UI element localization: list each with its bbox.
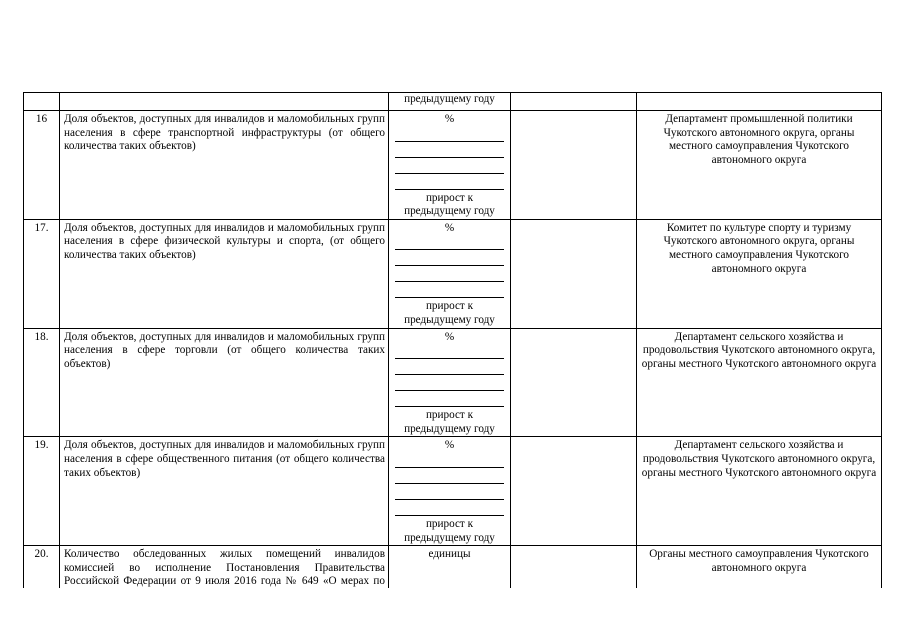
unit-growth: прирост к предыдущему году bbox=[404, 191, 495, 218]
fill-line bbox=[395, 486, 504, 500]
row-number bbox=[24, 93, 60, 111]
unit-cell bbox=[389, 328, 511, 437]
unit-cell bbox=[389, 111, 511, 220]
unit-growth: прирост к предыдущему году bbox=[404, 409, 495, 435]
fill-line bbox=[395, 453, 504, 468]
row-number: 17. bbox=[24, 219, 60, 328]
responsible-text: Органы местного самоуправления Чукотского автономного округа bbox=[637, 546, 882, 616]
indicator-text: Доля объектов, доступных для инвалидов и маломобильных групп населения в сфере физической культуры и спорта, (от общего количества таких объектов) bbox=[60, 219, 389, 328]
fill-line bbox=[395, 160, 504, 174]
table-row bbox=[24, 93, 882, 111]
unit-cell bbox=[389, 437, 511, 546]
fill-line bbox=[395, 252, 504, 266]
fill-line bbox=[395, 284, 504, 298]
row-number: 19. bbox=[24, 437, 60, 546]
unit-growth: прирост к предыдущему году bbox=[404, 300, 495, 326]
fill-line bbox=[395, 127, 504, 142]
table-row bbox=[24, 328, 882, 437]
value-cell bbox=[511, 111, 637, 220]
table-row bbox=[24, 219, 882, 328]
responsible-text bbox=[637, 93, 882, 111]
unit-text: единицы bbox=[389, 546, 511, 616]
value-cell bbox=[511, 328, 637, 437]
unit-growth: прирост к предыдущему году bbox=[404, 517, 495, 544]
indicator-text bbox=[60, 93, 389, 111]
value-cell bbox=[511, 93, 637, 111]
fill-line bbox=[395, 344, 504, 359]
value-cell bbox=[511, 437, 637, 546]
unit-percent: % bbox=[444, 113, 455, 125]
fill-line bbox=[395, 377, 504, 391]
unit-text: предыдущему году bbox=[389, 93, 511, 111]
table-row bbox=[24, 111, 882, 220]
fill-line bbox=[395, 470, 504, 484]
unit-percent: % bbox=[444, 439, 455, 452]
unit-cell bbox=[389, 219, 511, 328]
fill-line bbox=[395, 235, 504, 250]
fill-line bbox=[395, 176, 504, 190]
table-row bbox=[24, 437, 882, 546]
unit-percent: % bbox=[444, 330, 455, 343]
responsible-text: Комитет по культуре спорту и туризму Чукотского автономного округа, органы местного самоуправления Чукотского автономного округа bbox=[637, 219, 882, 328]
fill-line bbox=[395, 144, 504, 158]
fill-line bbox=[395, 268, 504, 282]
fill-line bbox=[395, 361, 504, 375]
page-bottom-margin bbox=[0, 588, 905, 640]
fill-line bbox=[395, 502, 504, 516]
row-number: 18. bbox=[24, 328, 60, 437]
row-number: 16 bbox=[24, 111, 60, 220]
indicator-text: Доля объектов, доступных для инвалидов и маломобильных групп населения в сфере общественного питания (от общего количества таких объектов) bbox=[60, 437, 389, 546]
indicator-text: Доля объектов, доступных для инвалидов и маломобильных групп населения в сфере торговли (от общего количества таких объектов) bbox=[60, 328, 389, 437]
indicator-text: Количество обследованных жилых помещений инвалидов комиссией во исполнение Постановления Правительства Российской Федерации от 9 июля 2016 года № 649 «О мерах по bbox=[60, 546, 389, 616]
indicator-text: Доля объектов, доступных для инвалидов и маломобильных групп населения в сфере транспортной инфраструктуры (от общего количества таких объектов) bbox=[60, 111, 389, 220]
fill-line bbox=[395, 393, 504, 407]
indicators-table bbox=[23, 92, 882, 616]
responsible-text: Департамент сельского хозяйства и продовольствия Чукотского автономного округа, органы местного Чукотского автономного округа bbox=[637, 437, 882, 546]
value-cell bbox=[511, 219, 637, 328]
responsible-text: Департамент сельского хозяйства и продовольствия Чукотского автономного округа, органы местного Чукотского автономного округа bbox=[637, 328, 882, 437]
row-number: 20. bbox=[24, 546, 60, 616]
responsible-text: Департамент промышленной политики Чукотского автономного округа, органы местного самоуправления Чукотского автономного округа bbox=[637, 111, 882, 220]
unit-percent: % bbox=[444, 221, 455, 234]
